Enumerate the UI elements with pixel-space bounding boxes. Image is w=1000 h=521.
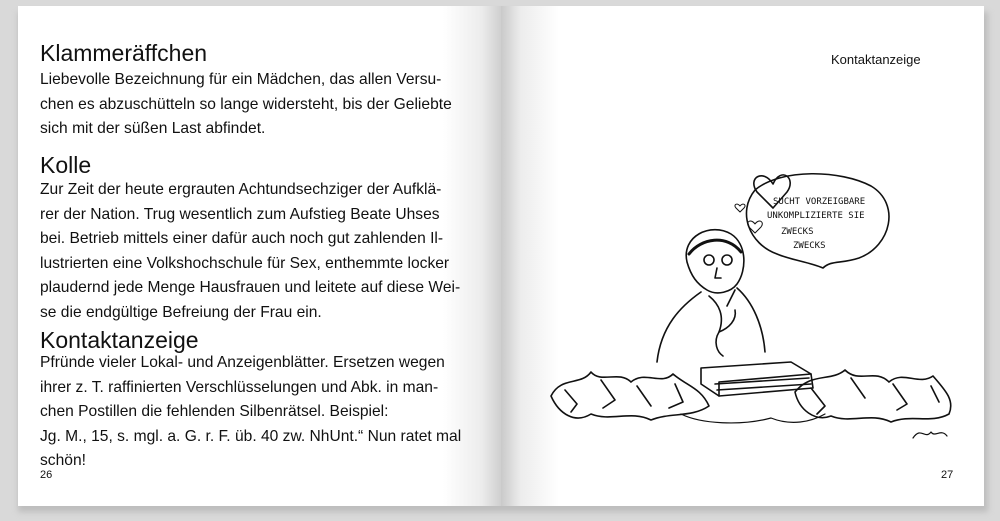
- running-head: Kontaktanzeige: [831, 52, 921, 67]
- entry-body-klammeraeffchen: [40, 68, 476, 142]
- speech-line: ZWECKS: [793, 241, 826, 251]
- text-line: Pfründe vieler Lokal- und Anzeigenblätter. Ersetzen wegen: [40, 354, 445, 371]
- text-line: se die endgültige Befreiung der Frau ein.: [40, 303, 322, 321]
- text-line: Zur Zeit der heute ergrauten Achtundsechziger der Aufklä-: [40, 181, 442, 198]
- heart-icon: [735, 204, 745, 212]
- entry-title-kontaktanzeige: Kontaktanzeige: [40, 327, 199, 353]
- artist-signature: [913, 432, 947, 438]
- entry-body-kontaktanzeige: [40, 351, 476, 474]
- text-line: chen es abzuschütteln so lange widersteht, bis der Geliebte: [40, 95, 452, 113]
- text-line: sich mit der süßen Last abfindet.: [40, 120, 266, 137]
- entry-title-klammeraeffchen: Klammeräffchen: [40, 40, 208, 66]
- book-spread: [18, 6, 984, 506]
- text-line: ihrer z. T. raffinierten Verschlüsselungen und Abk. in man-: [40, 378, 439, 396]
- entry-title-kolle: Kolle: [40, 152, 92, 178]
- page-number-right: 27: [941, 469, 954, 481]
- text-line: bei. Betrieb mittels einer dafür auch noch gut zahlenden Il-: [40, 230, 444, 247]
- speech-line: UNKOMPLIZIERTE SIE: [767, 211, 865, 221]
- speech-line: ZWECKS: [781, 227, 814, 237]
- right-page: [501, 6, 984, 506]
- text-line: rer der Nation. Trug wesentlich zum Aufstieg Beate Uhses: [40, 205, 440, 223]
- cartoon-illustration: [541, 156, 961, 446]
- text-line: chen Postillen die fehlenden Silbenrätsel. Beispiel:: [40, 403, 389, 420]
- text-line: schön!: [40, 452, 86, 469]
- entry-body-kolle: [40, 178, 476, 325]
- text-line: plaudernd jede Menge Hausfrauen und leitete auf diese Wei-: [40, 279, 461, 296]
- paper-pile: [551, 372, 709, 420]
- speech-line: SUCHT VORZEIGBARE: [773, 197, 866, 207]
- left-page: [18, 6, 501, 506]
- man-body: [657, 288, 765, 362]
- page-number-left: 26: [40, 469, 53, 481]
- text-line: Liebevolle Bezeichnung für ein Mädchen, das allen Versu-: [40, 71, 442, 88]
- text-line: Jg. M., 15, s. mgl. a. G. r. F. üb. 40 zw. NhUnt.“ Nun ratet mal: [40, 427, 462, 445]
- paper-pile: [795, 370, 951, 422]
- text-line: lustrierten eine Volkshochschule für Sex, enthemmte locker: [40, 254, 450, 272]
